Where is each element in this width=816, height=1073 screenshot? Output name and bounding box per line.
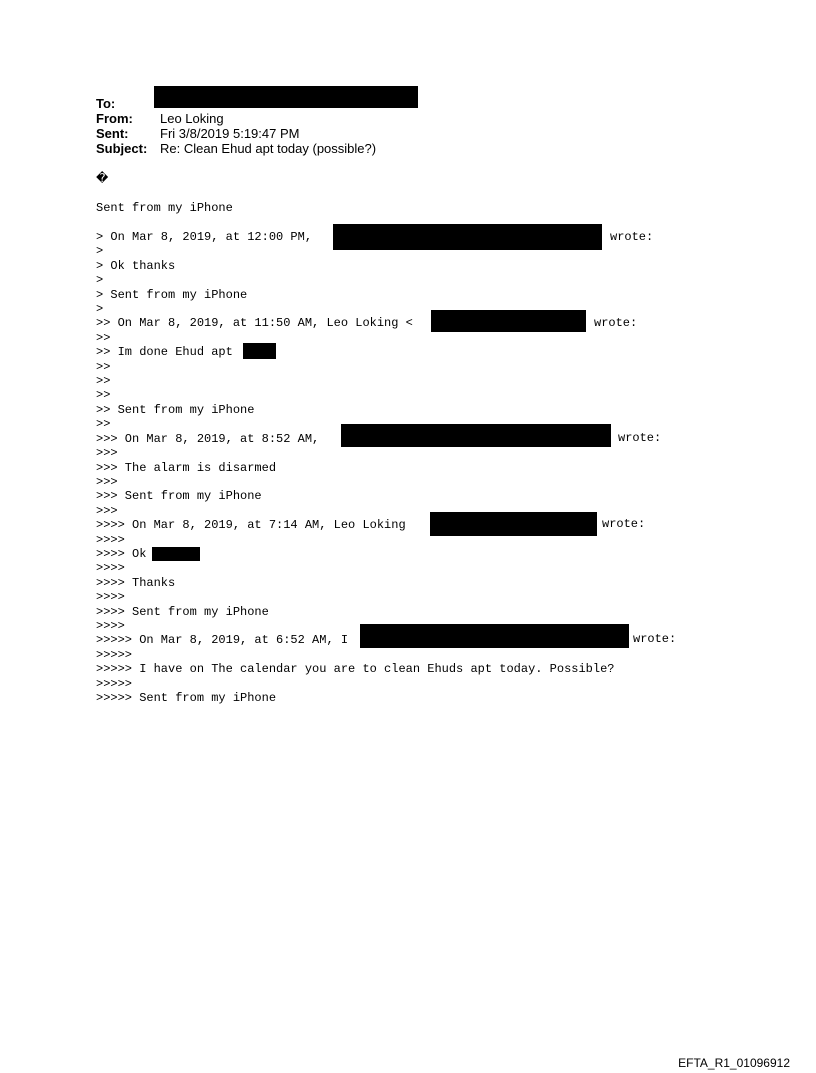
- document-id: EFTA_R1_01096912: [678, 1056, 790, 1070]
- sent-label: Sent:: [96, 126, 129, 141]
- replacement-character: �: [96, 171, 109, 185]
- redaction-box: [154, 86, 418, 108]
- redaction-box: [243, 343, 276, 359]
- redaction-box: [430, 512, 597, 536]
- redaction-box: [152, 547, 200, 561]
- wrote-label-5: wrote:: [633, 632, 677, 646]
- wrote-label-4: wrote:: [602, 517, 646, 531]
- redaction-box: [360, 624, 629, 648]
- redaction-box: [341, 424, 611, 447]
- wrote-label-2: wrote:: [594, 316, 638, 330]
- quoted-thread: > On Mar 8, 2019, at 12:00 PM, > > Ok thanks > > Sent from my iPhone > >> On Mar 8, 2019, at 11:50 AM, Leo Loking < >> >> Im done Ehud apt >> >> >> >> Sent from my iPhone >> >>> On Mar 8, 2019, at 8:52 AM, >>> >>> The alarm is disarmed >>> >>> Sent from my iPhone >>> >>>> On Mar 8, 2019, at 7:14 AM, Leo Loking >>>> >>>> Ok >>>> >>>> Thanks >>>> >>>> Sent from my iPhone >>>> >>>>> On Mar 8, 2019, at 6:52 AM, I >>>>> >>>>> I have on The calendar you are to clean Ehuds apt today. Possible? >>>>> >>>>> Sent from my iPhone: [96, 230, 615, 705]
- redaction-box: [431, 310, 586, 332]
- subject-value: Re: Clean Ehud apt today (possible?): [160, 141, 377, 156]
- sent-value: Fri 3/8/2019 5:19:47 PM: [160, 126, 300, 141]
- wrote-label-1: wrote:: [610, 230, 654, 244]
- wrote-label-3: wrote:: [618, 431, 662, 445]
- to-label: To:: [96, 96, 116, 111]
- from-value: Leo Loking: [160, 111, 224, 126]
- signature-line: Sent from my iPhone: [96, 201, 233, 215]
- redaction-box: [333, 224, 602, 250]
- from-label: From:: [96, 111, 133, 126]
- subject-label: Subject:: [96, 141, 148, 156]
